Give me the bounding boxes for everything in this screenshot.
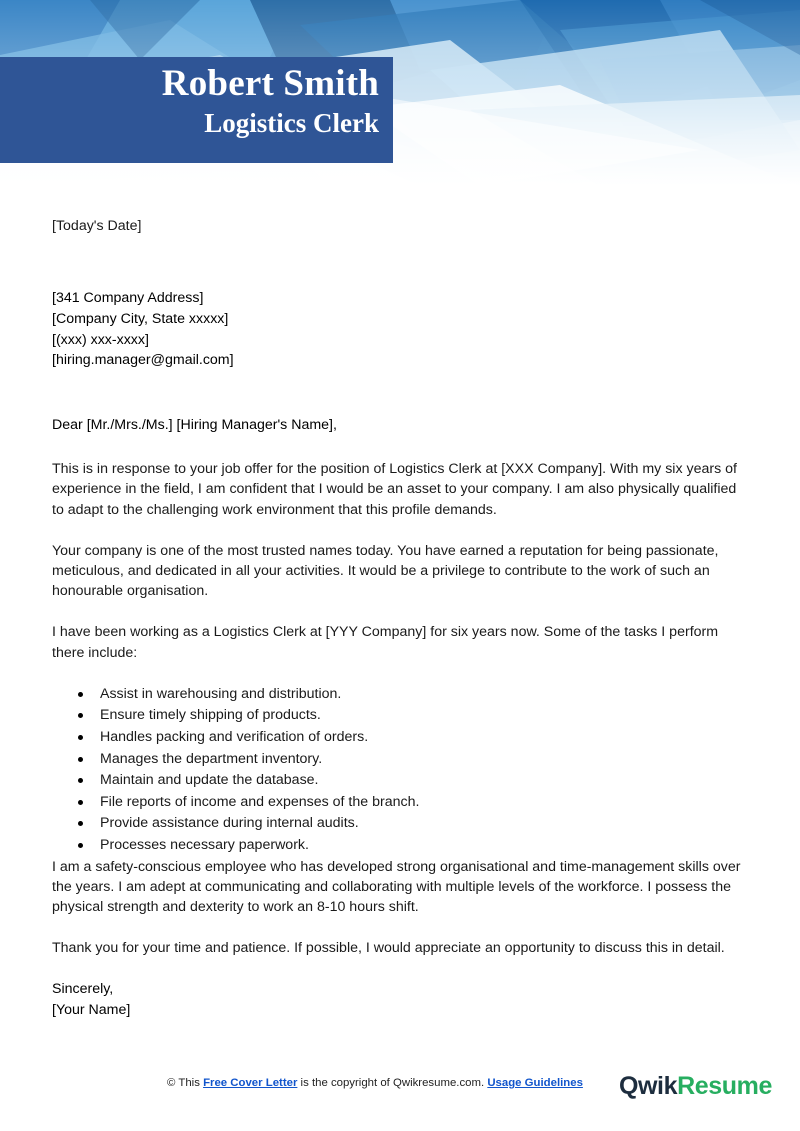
list-item (52, 749, 746, 771)
tasks-list (52, 684, 746, 857)
applicant-job-title: Logistics Clerk (204, 108, 379, 139)
list-item-label: Assist in warehousing and distribution. (100, 685, 342, 702)
list-item (52, 727, 746, 749)
body-paragraph-4: I am a safety-conscious employee who has developed strong organisational and time-management skills over the years. I am adept at communicating and collaborating with multiple levels of the workforce. I possess the physical strength and dexterity to work an 8-10 hours shift. (52, 858, 741, 915)
bullet-icon (78, 821, 83, 826)
address-line: [(xxx) xxx-xxxx] (52, 331, 149, 348)
usage-guidelines-link[interactable]: Usage Guidelines (487, 1077, 583, 1089)
bullet-icon (78, 713, 83, 718)
list-item (52, 705, 746, 727)
letter-body (52, 216, 746, 1021)
name-title-banner (0, 57, 393, 163)
logo-resume-text: Resume (677, 1072, 772, 1100)
body-paragraph-5: Thank you for your time and patience. If possible, I would appreciate an opportunity to discuss this in detail. (52, 940, 725, 957)
list-item-label: Ensure timely shipping of products. (100, 707, 321, 724)
copyright-symbol: © (167, 1077, 176, 1089)
list-item-label: Manages the department inventory. (100, 750, 323, 767)
qwikresume-logo[interactable] (619, 1069, 772, 1103)
address-line: [hiring.manager@gmail.com] (52, 352, 234, 369)
list-item (52, 684, 746, 706)
bullet-icon (78, 735, 83, 740)
list-item-label: File reports of income and expenses of the branch. (100, 793, 420, 810)
document-header (0, 0, 800, 186)
list-item (52, 792, 746, 814)
list-item-label: Provide assistance during internal audits. (100, 815, 359, 832)
list-item-label: Maintain and update the database. (100, 772, 319, 789)
bullet-icon (78, 800, 83, 805)
applicant-name: Robert Smith (161, 63, 379, 104)
bullet-icon (78, 843, 83, 848)
body-paragraph-3: I have been working as a Logistics Clerk at [YYY Company] for six years now. Some of the tasks I perform there include: (52, 624, 719, 661)
recipient-address-block (52, 288, 746, 370)
list-item (52, 813, 746, 835)
list-item (52, 770, 746, 792)
list-item-label: Handles packing and verification of orders. (100, 729, 369, 745)
signoff-block (52, 979, 746, 1020)
body-paragraph-1: This is in response to your job offer for the position of Logistics Clerk at [XXX Company]. With my six years of experience in the field, I am confident that I would be an asset to your company. I am also physically qualified to adapt to the challenging work environment that this profile demands. (52, 461, 737, 518)
copyright-text-before: This (175, 1077, 204, 1089)
salutation: Dear [Mr./Mrs./Ms.] [Hiring Manager's Name], (52, 416, 337, 433)
bullet-icon (78, 757, 83, 762)
date-line: [Today's Date] (52, 218, 142, 234)
bullet-icon (78, 692, 83, 697)
closing-line: Sincerely, (52, 981, 114, 998)
list-item (52, 835, 746, 857)
copyright-text-middle: is the copyright of Qwikresume.com. (297, 1077, 488, 1089)
address-line: [Company City, State xxxxx] (52, 311, 229, 327)
copyright-notice (167, 1075, 583, 1091)
signature-name: [Your Name] (52, 1001, 131, 1018)
body-paragraph-2: Your company is one of the most trusted names today. You have earned a reputation for being passionate, meticulous, and dedicated in all your activities. It would be a privilege to contribute to the work of such an honourable organisation. (52, 542, 719, 600)
list-item-label: Processes necessary paperwork. (100, 836, 309, 853)
free-cover-letter-link[interactable]: Free Cover Letter (203, 1077, 298, 1089)
document-footer (0, 1069, 800, 1117)
bullet-icon (78, 778, 83, 783)
address-line: [341 Company Address] (52, 290, 204, 307)
logo-qwik-text: Qwik (618, 1072, 678, 1100)
